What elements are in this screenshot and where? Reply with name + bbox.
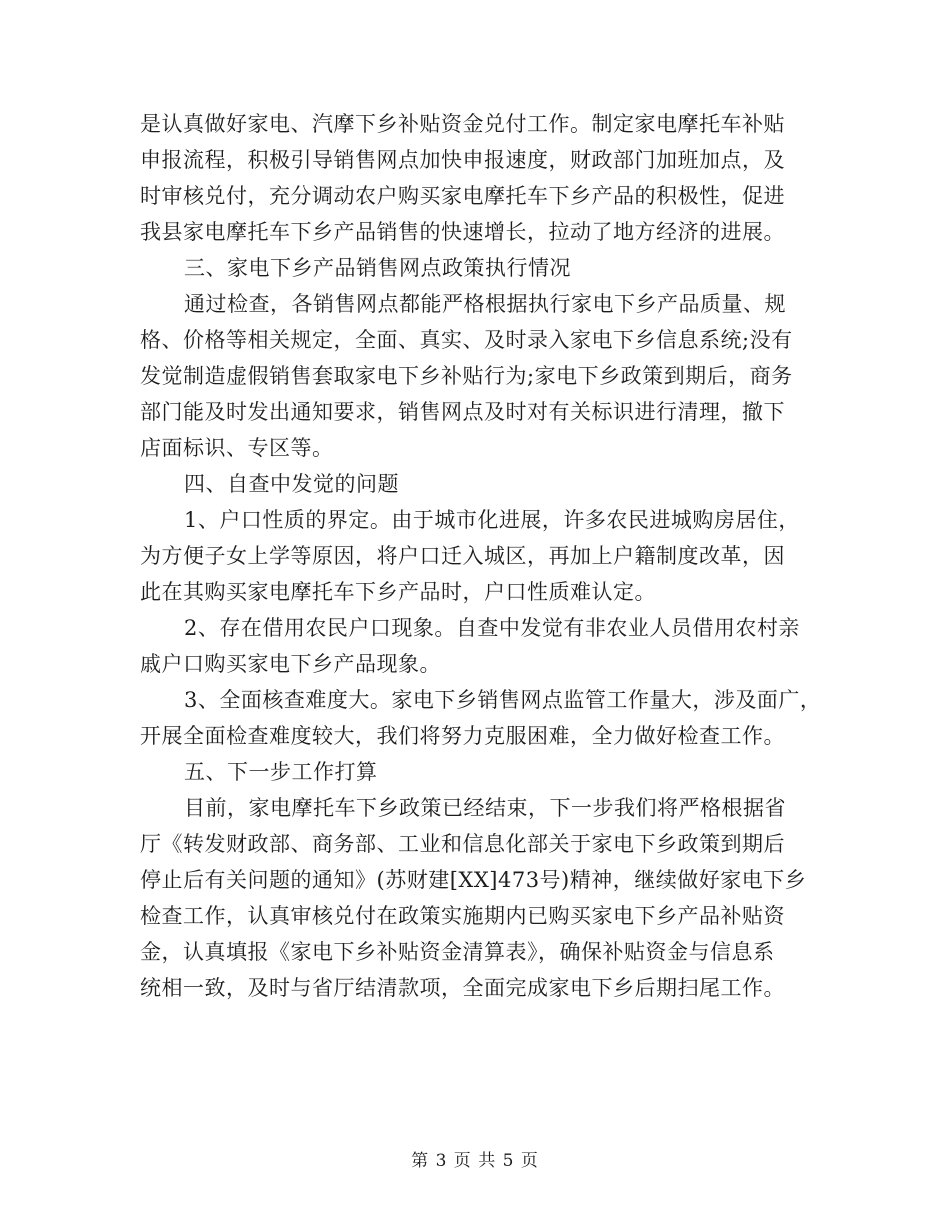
text-line: 四、自查中发觉的问题 bbox=[184, 472, 399, 496]
text-line: 发觉制造虚假销售套取家电下乡补贴行为;家电下乡政策到期后，商务 bbox=[140, 364, 793, 388]
text-line: 统相一致，及时与省厅结清款项，全面完成家电下乡后期扫尾工作。 bbox=[140, 976, 785, 1000]
text-line: 3、全面核查难度大。家电下乡销售网点监管工作量大，涉及面广， bbox=[184, 688, 822, 712]
text-line: 是认真做好家电、汽摩下乡补贴资金兑付工作。制定家电摩托车补贴 bbox=[140, 112, 785, 136]
text-line: 五、下一步工作打算 bbox=[184, 760, 378, 784]
text-line: 部门能及时发出通知要求，销售网点及时对有关标识进行清理，撤下 bbox=[140, 400, 785, 424]
text-line: 停止后有关问题的通知》(苏财建[XX]473号)精神，继续做好家电下乡 bbox=[140, 868, 807, 892]
text-line: 1、户口性质的界定。由于城市化进展，许多农民进城购房居住， bbox=[184, 508, 800, 532]
text-line: 三、家电下乡产品销售网点政策执行情况 bbox=[184, 256, 571, 280]
text-line: 格、价格等相关规定，全面、真实、及时录入家电下乡信息系统;没有 bbox=[140, 328, 793, 352]
text-line: 戚户口购买家电下乡产品现象。 bbox=[140, 652, 441, 676]
text-line: 时审核兑付，充分调动农户购买家电摩托车下乡产品的积极性，促进 bbox=[140, 184, 785, 208]
text-line: 此在其购买家电摩托车下乡产品时，户口性质难认定。 bbox=[140, 580, 656, 604]
text-line: 开展全面检查难度较大，我们将努力克服困难，全力做好检查工作。 bbox=[140, 724, 785, 748]
text-line: 店面标识、专区等。 bbox=[140, 436, 334, 460]
text-line: 我县家电摩托车下乡产品销售的快速增长，拉动了地方经济的进展。 bbox=[140, 220, 785, 244]
text-line: 申报流程，积极引导销售网点加快申报速度，财政部门加班加点，及 bbox=[140, 148, 785, 172]
text-line: 厅《转发财政部、商务部、工业和信息化部关于家电下乡政策到期后 bbox=[140, 832, 785, 856]
text-line: 为方便子女上学等原因，将户口迁入城区，再加上户籍制度改革，因 bbox=[140, 544, 785, 568]
text-line: 检查工作，认真审核兑付在政策实施期内已购买家电下乡产品补贴资 bbox=[140, 904, 785, 928]
text-line: 目前，家电摩托车下乡政策已经结束，下一步我们将严格根据省 bbox=[184, 796, 786, 820]
text-line: 金，认真填报《家电下乡补贴资金清算表》，确保补贴资金与信息系 bbox=[140, 940, 775, 964]
document-body bbox=[140, 106, 820, 1006]
page-footer: 第 3 页 共 5 页 bbox=[411, 1151, 539, 1171]
text-line: 通过检查，各销售网点都能严格根据执行家电下乡产品质量、规 bbox=[184, 292, 786, 316]
text-line: 2、存在借用农民户口现象。自查中发觉有非农业人员借用农村亲 bbox=[184, 616, 800, 640]
